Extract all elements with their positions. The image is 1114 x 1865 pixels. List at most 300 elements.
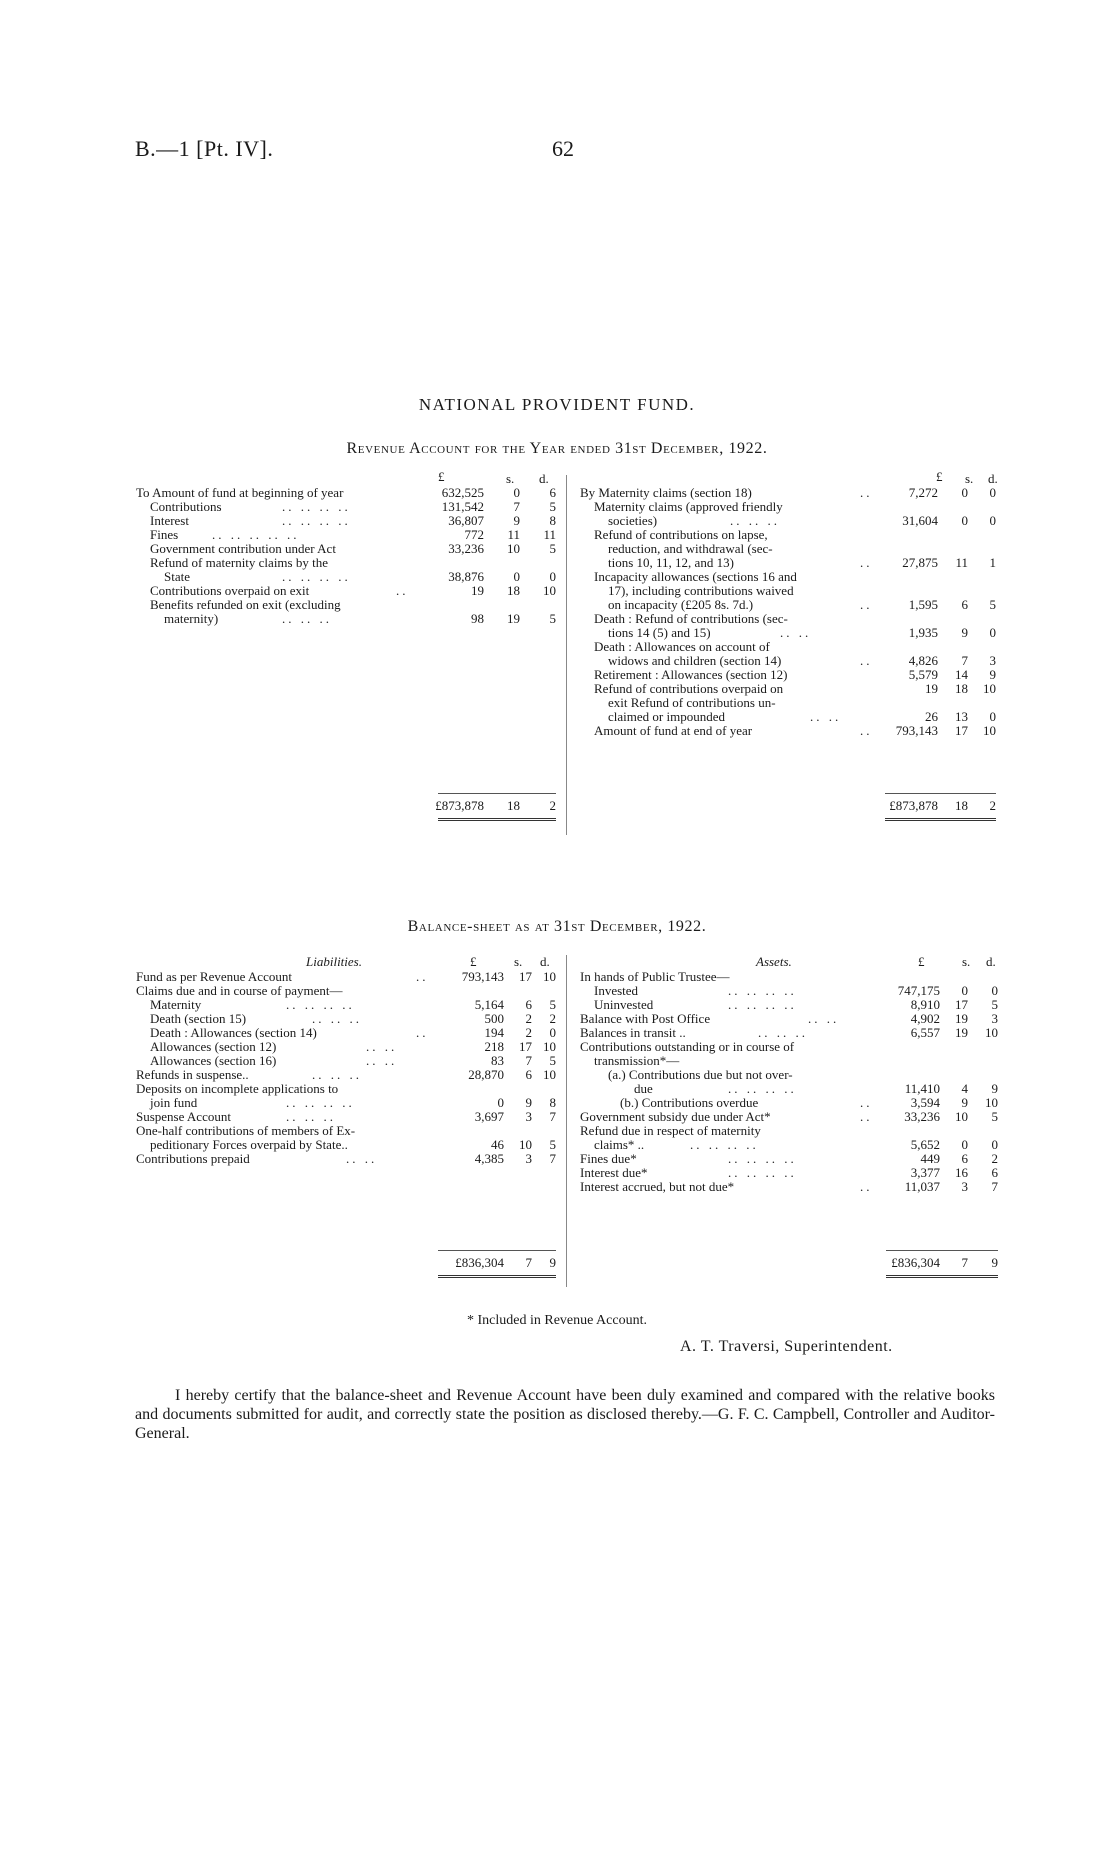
liability-pence: 7 (549, 1151, 556, 1166)
asset-shillings: 10 (955, 1109, 968, 1124)
rev-right-pence: 0 (989, 625, 996, 640)
balance-subtitle: Balance-sheet as at 31st December, 1922. (407, 918, 707, 935)
asset-shillings: 0 (961, 1137, 968, 1152)
bal-right-head-shillings: s. (962, 954, 971, 969)
rev-right-row (580, 724, 996, 738)
asset-pence: 10 (985, 1095, 998, 1110)
asset-dots: .. (860, 1095, 873, 1110)
liability-pence: 2 (549, 1011, 556, 1026)
rev-left-shillings: 0 (513, 569, 520, 584)
asset-row (580, 1040, 998, 1054)
rev-right-shillings: 7 (961, 653, 968, 668)
asset-pounds: 3,377 (910, 1165, 940, 1180)
asset-dots: .. .. .. (758, 1025, 808, 1040)
liability-pence: 8 (549, 1095, 556, 1110)
asset-pounds: 11,410 (904, 1081, 940, 1096)
rev-left-total-row (136, 799, 556, 813)
rev-left-pence: 6 (549, 485, 556, 500)
liability-pounds: 46 (491, 1137, 504, 1152)
liability-shillings: 3 (525, 1151, 532, 1166)
liability-row (136, 1026, 556, 1040)
rev-right-row (580, 570, 996, 584)
rev-left-pounds: 98 (471, 611, 484, 626)
rev-right-shillings: 17 (955, 723, 968, 738)
rev-left-label: State (164, 569, 190, 584)
rev-right-row (580, 598, 996, 612)
rev-right-row (580, 500, 996, 514)
asset-label: Balances in transit .. (580, 1025, 686, 1040)
liability-label: Contributions prepaid (136, 1151, 250, 1166)
asset-label: Fines due* (580, 1151, 637, 1166)
balance-divider (566, 955, 567, 1287)
rev-right-pounds: 4,826 (908, 653, 938, 668)
liability-label: Suspense Account (136, 1109, 231, 1124)
liability-label: Allowances (section 12) (150, 1039, 277, 1054)
rev-right-pounds: 7,272 (908, 485, 938, 500)
rev-right-row (580, 612, 996, 626)
rev-left-pounds: 33,236 (448, 541, 484, 556)
rev-right-label: Refund of contributions on lapse, (594, 527, 768, 542)
asset-label: Invested (594, 983, 639, 998)
rev-left-shillings: 10 (507, 541, 520, 556)
liability-shillings: 2 (525, 1025, 532, 1040)
rev-left-shillings: 7 (513, 499, 520, 514)
rev-left-dots: .. .. .. (282, 611, 332, 626)
rev-right-row (580, 668, 996, 682)
rev-left-pence: 5 (549, 541, 556, 556)
rev-left-pounds: 131,542 (441, 499, 484, 514)
liability-row (136, 1068, 556, 1082)
rev-right-label: By Maternity claims (section 18) (580, 485, 752, 500)
rev-left-label: Refund of maternity claims by the (150, 555, 328, 570)
asset-row (580, 1124, 998, 1138)
liability-dots: .. (416, 1025, 429, 1040)
rev-right-row (580, 542, 996, 556)
asset-pence: 7 (991, 1179, 998, 1194)
asset-label: Government subsidy due under Act* (580, 1109, 771, 1124)
liability-shillings: 7 (525, 1053, 532, 1068)
rev-right-label: Death : Allowances on account of (594, 639, 770, 654)
rev-right-shillings: 13 (955, 709, 968, 724)
rev-right-label: Refund of contributions overpaid on (594, 681, 784, 696)
liability-row (136, 1040, 556, 1054)
rev-right-pence: 10 (983, 723, 996, 738)
liability-label: One-half contributions of members of Ex- (136, 1123, 356, 1138)
liability-row (136, 984, 556, 998)
asset-dots: .. .. .. .. (690, 1137, 759, 1152)
asset-pence: 2 (991, 1151, 998, 1166)
rev-left-pence: 8 (549, 513, 556, 528)
rev-right-pounds: 793,143 (895, 723, 938, 738)
asset-row (580, 1096, 998, 1110)
rev-right-total-pounds: £873,878 (889, 798, 938, 813)
liability-shillings: 9 (525, 1095, 532, 1110)
liability-pounds: 5,164 (474, 997, 504, 1012)
rev-left-row (136, 598, 556, 612)
rev-right-shillings: 0 (961, 485, 968, 500)
rev-left-row (136, 528, 556, 542)
asset-pence: 6 (991, 1165, 998, 1180)
asset-pounds: 5,652 (910, 1137, 940, 1152)
rev-right-dots: .. .. (780, 625, 812, 640)
rev-right-row (580, 682, 996, 696)
assets-total-row (580, 1256, 998, 1270)
rev-right-dots: .. (860, 597, 873, 612)
assets-total-rule (886, 1250, 998, 1251)
bal-right-head-pounds: £ (918, 954, 925, 969)
liabilities-panel (136, 970, 556, 1300)
assets-head: Assets. (756, 954, 792, 969)
rev-left-total-pence: 2 (549, 798, 556, 813)
rev-left-total-pounds: £873,878 (435, 798, 484, 813)
rev-left-pounds: 38,876 (448, 569, 484, 584)
rev-left-row (136, 570, 556, 584)
bal-left-head-shillings: s. (514, 954, 523, 969)
asset-row (580, 1026, 998, 1040)
asset-label: transmission*— (594, 1053, 680, 1068)
revenue-divider (566, 475, 567, 835)
liability-label: Deposits on incomplete applications to (136, 1081, 339, 1096)
liability-row (136, 1082, 556, 1096)
liability-dots: .. .. .. .. (286, 997, 355, 1012)
rev-left-row (136, 556, 556, 570)
asset-row (580, 1110, 998, 1124)
rev-right-pence: 3 (989, 653, 996, 668)
liability-dots: .. .. .. (312, 1011, 362, 1026)
asset-shillings: 6 (961, 1151, 968, 1166)
rev-right-row (580, 514, 996, 528)
footnote: * Included in Revenue Account. (466, 1313, 647, 1328)
liability-pounds: 218 (484, 1039, 504, 1054)
asset-dots: .. (860, 1109, 873, 1124)
liability-label: join fund (150, 1095, 198, 1110)
rev-right-dots: .. .. .. (730, 513, 780, 528)
asset-pounds: 4,902 (910, 1011, 940, 1026)
asset-shillings: 19 (955, 1025, 968, 1040)
liability-row (136, 1096, 556, 1110)
liability-label: Allowances (section 16) (150, 1053, 277, 1068)
rev-left-head-pence: d. (539, 471, 549, 486)
rev-right-row (580, 640, 996, 654)
rev-right-label: on incapacity (£205 8s. 7d.) (608, 597, 754, 612)
asset-label: due (634, 1081, 653, 1096)
rev-left-shillings: 19 (507, 611, 520, 626)
rev-right-label: claimed or impounded (608, 709, 725, 724)
rev-right-total-rule (885, 793, 996, 794)
liability-label: Fund as per Revenue Account (136, 969, 292, 984)
liabilities-total-pence: 9 (549, 1255, 556, 1270)
liability-pence: 7 (549, 1109, 556, 1124)
liability-shillings: 10 (519, 1137, 532, 1152)
asset-row (580, 1068, 998, 1082)
asset-label: Uninvested (594, 997, 654, 1012)
liability-shillings: 2 (525, 1011, 532, 1026)
rev-right-shillings: 14 (955, 667, 968, 682)
asset-shillings: 9 (961, 1095, 968, 1110)
liability-row (136, 1110, 556, 1124)
asset-label: Refund due in respect of maternity (580, 1123, 761, 1138)
rev-right-shillings: 11 (955, 555, 968, 570)
liability-pounds: 0 (497, 1095, 504, 1110)
rev-right-total-row (580, 799, 996, 813)
asset-pence: 10 (985, 1025, 998, 1040)
asset-row (580, 1054, 998, 1068)
liability-row (136, 1054, 556, 1068)
rev-right-row (580, 556, 996, 570)
rev-right-pence: 0 (989, 513, 996, 528)
asset-pounds: 8,910 (910, 997, 940, 1012)
rev-right-shillings: 18 (955, 681, 968, 696)
rev-right-label: Retirement : Allowances (section 12) (594, 667, 788, 682)
asset-label: In hands of Public Trustee— (580, 969, 730, 984)
rev-left-pounds: 19 (471, 583, 484, 598)
asset-label: Balance with Post Office (580, 1011, 711, 1026)
liability-dots: .. .. .. (286, 1109, 336, 1124)
rev-right-dots: .. .. (810, 709, 842, 724)
revenue-left-panel (136, 485, 556, 813)
asset-shillings: 3 (961, 1179, 968, 1194)
rev-left-row (136, 542, 556, 556)
liability-dots: .. .. .. .. (286, 1095, 355, 1110)
revenue-right-panel (580, 486, 996, 826)
asset-shillings: 19 (955, 1011, 968, 1026)
rev-left-pounds: 36,807 (448, 513, 484, 528)
asset-label: (a.) Contributions due but not over- (608, 1067, 793, 1082)
liability-pence: 0 (549, 1025, 556, 1040)
rev-left-total-rule (438, 793, 556, 794)
rev-right-pence: 5 (989, 597, 996, 612)
bal-left-head-pence: d. (540, 954, 550, 969)
rev-right-label: tions 14 (5) and 15) (608, 625, 711, 640)
liability-label: Refunds in suspense.. (136, 1067, 249, 1082)
liability-label: Death : Allowances (section 14) (150, 1025, 317, 1040)
rev-right-row (580, 626, 996, 640)
rev-left-pence: 10 (543, 583, 556, 598)
rev-left-shillings: 0 (513, 485, 520, 500)
rev-right-pence: 0 (989, 485, 996, 500)
rev-right-head-shillings: s. (965, 471, 974, 486)
liability-row (136, 1012, 556, 1026)
liability-shillings: 17 (519, 969, 532, 984)
rev-right-label: Maternity claims (approved friendly (594, 499, 783, 514)
rev-right-pounds: 1,935 (908, 625, 938, 640)
rev-left-label: Interest (150, 513, 189, 528)
liability-row (136, 1124, 556, 1138)
asset-dots: .. .. .. .. (728, 1165, 797, 1180)
signature: A. T. Traversi, Superintendent. (680, 1338, 893, 1355)
rev-right-label: Death : Refund of contributions (sec- (594, 611, 788, 626)
assets-total-shillings: 7 (961, 1255, 968, 1270)
rev-left-pence: 11 (543, 527, 556, 542)
liability-pounds: 500 (484, 1011, 504, 1026)
liability-pence: 5 (549, 1053, 556, 1068)
revenue-subtitle: Revenue Account for the Year ended 31st December, 1922. (346, 440, 768, 457)
rev-left-total-double (438, 818, 556, 821)
rev-right-row (580, 696, 996, 710)
liability-pounds: 83 (491, 1053, 504, 1068)
asset-shillings: 17 (955, 997, 968, 1012)
liabilities-total-double (438, 1275, 556, 1278)
rev-left-shillings: 18 (507, 583, 520, 598)
liability-dots: .. .. (366, 1039, 398, 1054)
liability-row (136, 1152, 556, 1166)
rev-right-label: reduction, and withdrawal (sec- (608, 541, 773, 556)
rev-left-row (136, 514, 556, 528)
asset-pence: 0 (991, 1137, 998, 1152)
rev-right-pounds: 27,875 (902, 555, 938, 570)
asset-label: Contributions outstanding or in course of (580, 1039, 795, 1054)
rev-right-head-pence: d. (988, 471, 998, 486)
rev-right-dots: .. (860, 555, 873, 570)
asset-pounds: 3,594 (910, 1095, 940, 1110)
liability-shillings: 3 (525, 1109, 532, 1124)
asset-row (580, 1166, 998, 1180)
liabilities-total-pounds: £836,304 (455, 1255, 504, 1270)
rev-right-total-pence: 2 (989, 798, 996, 813)
rev-right-label: Incapacity allowances (sections 16 and (594, 569, 797, 584)
rev-left-label: maternity) (164, 611, 219, 626)
liabilities-total-shillings: 7 (525, 1255, 532, 1270)
liability-shillings: 6 (525, 997, 532, 1012)
rev-left-dots: .. (396, 583, 409, 598)
asset-row (580, 1152, 998, 1166)
asset-label: Interest due* (580, 1165, 648, 1180)
rev-left-row (136, 584, 556, 598)
asset-dots: .. .. .. .. (728, 1151, 797, 1166)
liability-dots: .. .. (366, 1053, 398, 1068)
rev-right-pence: 9 (989, 667, 996, 682)
liability-dots: .. .. (346, 1151, 378, 1166)
asset-row (580, 998, 998, 1012)
asset-row (580, 1180, 998, 1194)
rev-right-pounds: 1,595 (908, 597, 938, 612)
liability-row (136, 998, 556, 1012)
liability-row (136, 1138, 556, 1152)
asset-shillings: 0 (961, 983, 968, 998)
rev-right-label: tions 10, 11, 12, and 13) (608, 555, 734, 570)
liability-pence: 5 (549, 997, 556, 1012)
rev-right-head-pounds: £ (936, 469, 943, 484)
rev-right-label: 17), including contributions waived (608, 583, 794, 598)
rev-right-dots: .. (860, 723, 873, 738)
audit-certificate: I hereby certify that the balance-sheet and Revenue Account have been duly examined and compared with the relative books and documents submitted for audit, and correctly state the position as disclosed thereby.—G. F. C. Campbell, Controller and Auditor-General. (135, 1387, 995, 1442)
rev-right-row (580, 528, 996, 542)
document-title: NATIONAL PROVIDENT FUND. (418, 395, 696, 414)
assets-total-pence: 9 (991, 1255, 998, 1270)
rev-right-row (580, 584, 996, 598)
asset-row (580, 984, 998, 998)
liabilities-total-row (136, 1256, 556, 1270)
asset-pence: 0 (991, 983, 998, 998)
rev-right-total-double (885, 818, 996, 821)
asset-dots: .. .. (808, 1011, 840, 1026)
rev-right-dots: .. (860, 485, 873, 500)
rev-left-head-shillings: s. (506, 471, 515, 486)
asset-dots: .. .. .. .. (728, 983, 797, 998)
asset-dots: .. .. .. .. (728, 1081, 797, 1096)
asset-pence: 3 (991, 1011, 998, 1026)
rev-left-pounds: 632,525 (441, 485, 484, 500)
liability-pounds: 793,143 (461, 969, 504, 984)
page-number: 62 (552, 136, 574, 161)
header-left: B.—1 [Pt. IV]. (135, 136, 274, 161)
asset-shillings: 4 (961, 1081, 968, 1096)
rev-left-label: To Amount of fund at beginning of year (136, 485, 344, 500)
rev-left-pounds: 772 (464, 527, 484, 542)
asset-pounds: 449 (920, 1151, 940, 1166)
rev-left-label: Contributions (150, 499, 222, 514)
liabilities-head: Liabilities. (306, 954, 362, 969)
rev-right-shillings: 9 (961, 625, 968, 640)
rev-right-shillings: 0 (961, 513, 968, 528)
asset-pence: 5 (991, 1109, 998, 1124)
rev-right-row (580, 486, 996, 500)
rev-left-label: Benefits refunded on exit (excluding (150, 597, 341, 612)
rev-left-dots: .. .. .. .. (282, 569, 351, 584)
rev-right-pence: 0 (989, 709, 996, 724)
assets-panel (580, 970, 998, 1300)
asset-pence: 9 (991, 1081, 998, 1096)
rev-right-label: exit Refund of contributions un- (608, 695, 776, 710)
liability-row (136, 970, 556, 984)
rev-left-dots: .. .. .. .. (282, 499, 351, 514)
asset-pounds: 6,557 (910, 1025, 940, 1040)
rev-right-pence: 10 (983, 681, 996, 696)
rev-right-total-shillings: 18 (955, 798, 968, 813)
rev-right-pounds: 31,604 (902, 513, 938, 528)
liability-pence: 5 (549, 1137, 556, 1152)
liability-pounds: 3,697 (474, 1109, 504, 1124)
rev-left-dots: .. .. .. .. .. (212, 527, 300, 542)
liability-label: Maternity (150, 997, 202, 1012)
rev-right-pounds: 26 (925, 709, 938, 724)
liability-pounds: 28,870 (468, 1067, 504, 1082)
rev-right-row (580, 654, 996, 668)
asset-pounds: 33,236 (904, 1109, 940, 1124)
rev-left-dots: .. .. .. .. (282, 513, 351, 528)
rev-left-label: Fines (150, 527, 179, 542)
rev-left-pence: 0 (549, 569, 556, 584)
asset-pence: 5 (991, 997, 998, 1012)
liability-shillings: 6 (525, 1067, 532, 1082)
liabilities-total-rule (438, 1250, 556, 1251)
liability-dots: .. (416, 969, 429, 984)
liability-pence: 10 (543, 1039, 556, 1054)
rev-right-label: Amount of fund at end of year (594, 723, 753, 738)
rev-right-row (580, 710, 996, 724)
rev-left-pence: 5 (549, 611, 556, 626)
rev-left-row (136, 612, 556, 626)
liability-shillings: 17 (519, 1039, 532, 1054)
rev-left-label: Contributions overpaid on exit (150, 583, 310, 598)
liability-pence: 10 (543, 969, 556, 984)
asset-label: claims* .. (594, 1137, 645, 1152)
asset-shillings: 16 (955, 1165, 968, 1180)
asset-row (580, 1138, 998, 1152)
rev-left-shillings: 9 (513, 513, 520, 528)
assets-total-pounds: £836,304 (891, 1255, 940, 1270)
liability-label: Death (section 15) (150, 1011, 247, 1026)
rev-right-pounds: 5,579 (908, 667, 938, 682)
rev-right-pounds: 19 (925, 681, 938, 696)
liability-label: Claims due and in course of payment— (136, 983, 343, 998)
asset-row (580, 970, 998, 984)
rev-right-pence: 1 (989, 555, 996, 570)
liability-label: peditionary Forces overpaid by State.. (150, 1137, 348, 1152)
asset-pounds: 747,175 (897, 983, 940, 998)
liability-pounds: 4,385 (474, 1151, 504, 1166)
rev-left-pence: 5 (549, 499, 556, 514)
